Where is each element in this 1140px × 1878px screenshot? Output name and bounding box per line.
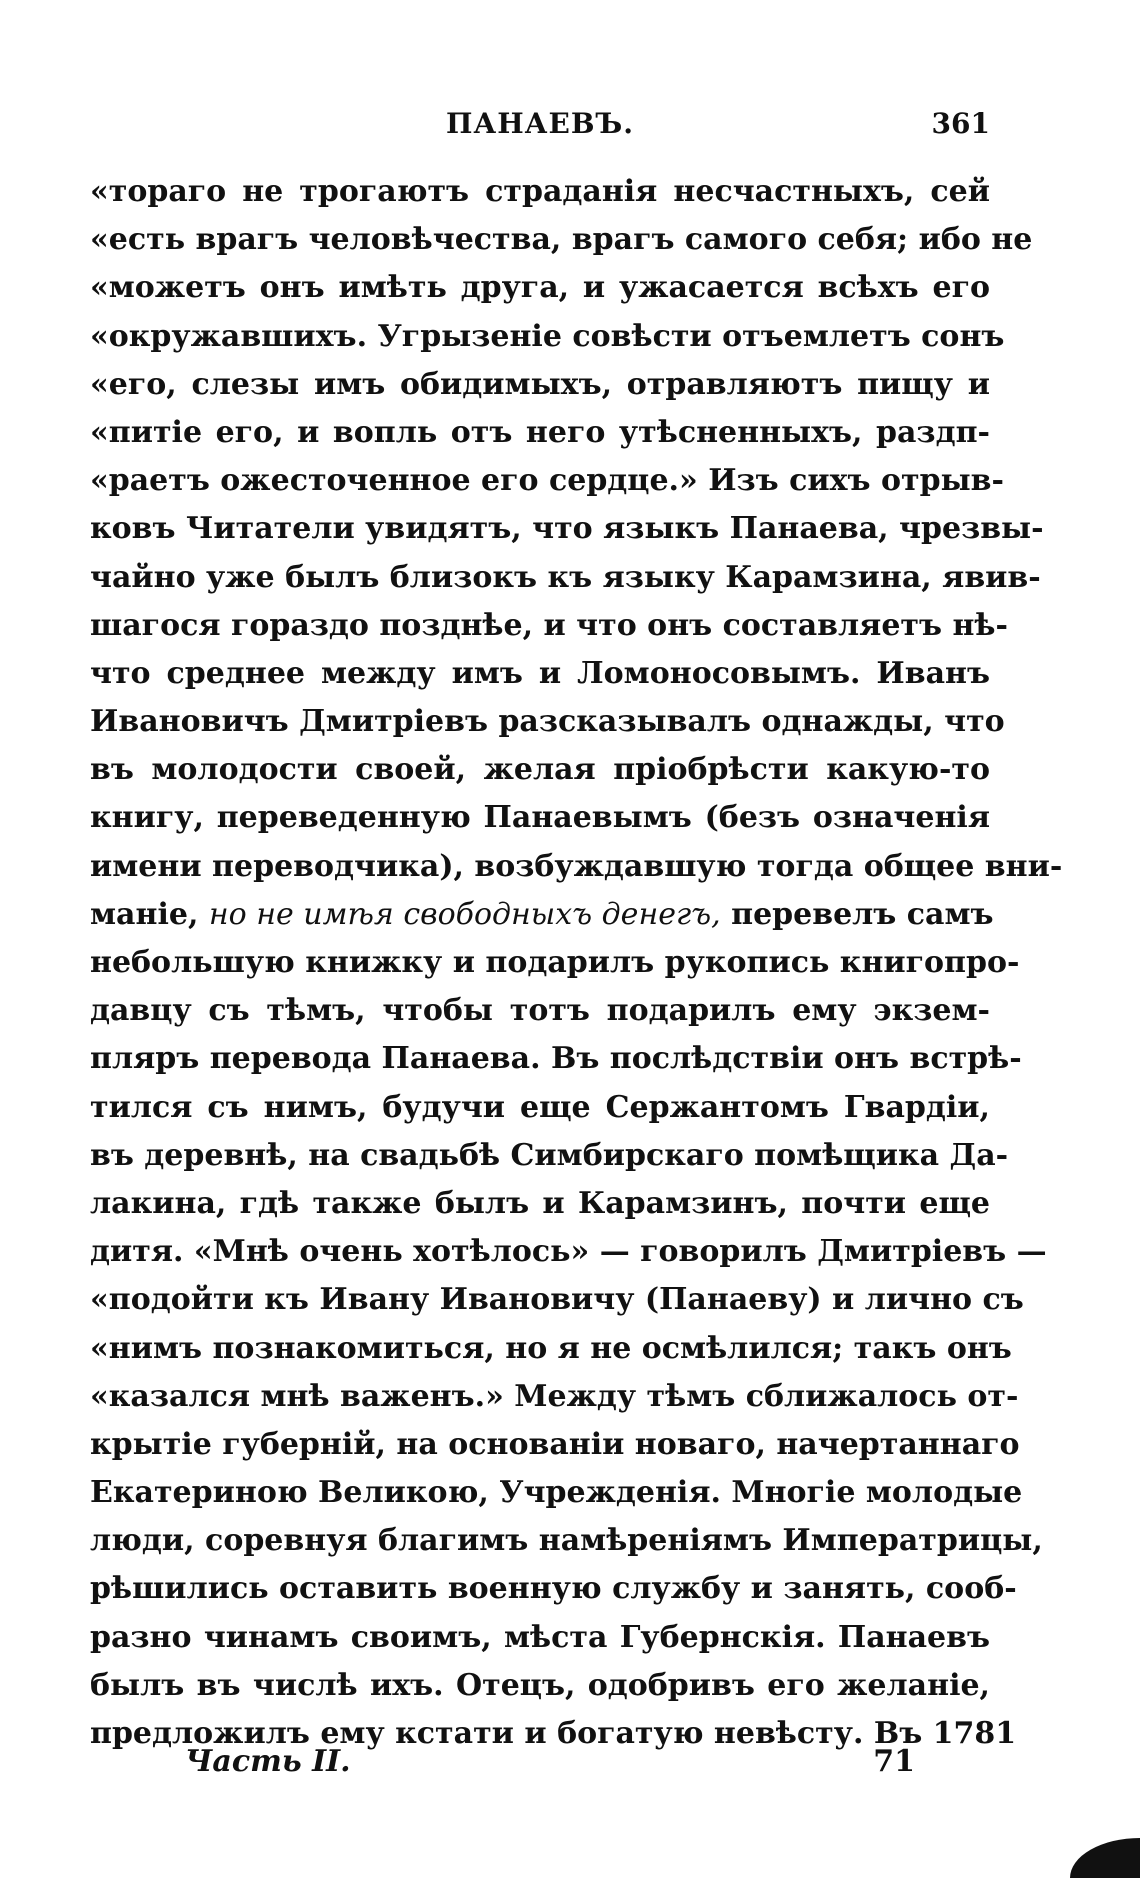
text-line: «тораго не трогаютъ страданія несчастныхъ, сей <box>90 174 990 209</box>
text-line: люди, соревнуя благимъ намѣреніямъ Императрицы, <box>90 1523 1043 1559</box>
text-line: «его, слезы имъ обидимыхъ, отравляютъ пищу и <box>90 366 990 402</box>
text-line: Ивановичъ Дмитріевъ разсказывалъ однажды, что <box>90 704 1005 740</box>
text-line: разно чинамъ своимъ, мѣста Губернскія. Панаевъ <box>90 1619 990 1655</box>
text-line: дитя. «Мнѣ очень хотѣлось» — говорилъ Дмитріевъ — <box>90 1234 1047 1270</box>
text-line: крытіе губерній, на основаніи новаго, начертаннаго <box>90 1426 1020 1462</box>
text-line: чайно уже былъ близокъ къ языку Карамзина, явив- <box>90 559 1041 595</box>
text-line: рѣшились оставить военную службу и занять, сооб- <box>90 1571 1017 1607</box>
text-line: «нимъ познакомиться, но я не осмѣлился; такъ онъ <box>90 1330 1012 1366</box>
text-line: лакина, гдѣ также былъ и Карамзинъ, почти еще <box>90 1185 990 1221</box>
text-fragment: перевелъ самъ <box>731 896 994 932</box>
text-line: предложилъ ему кстати и богатую невѣсту. Въ 1781 <box>90 1716 1017 1751</box>
text-line-mixed <box>90 891 994 939</box>
text-line: тился съ нимъ, будучи еще Сержантомъ Гвардіи, <box>90 1089 990 1125</box>
text-line: въ деревнѣ, на свадьбѣ Симбирскаго помѣщика Да- <box>90 1137 1009 1173</box>
text-line: давцу съ тѣмъ, чтобы тотъ подарилъ ему экзем- <box>90 993 990 1029</box>
page-number: 361 <box>931 107 990 140</box>
text-line: Екатериною Великою, Учрежденія. Многіе молодые <box>90 1475 1023 1511</box>
running-head <box>90 104 990 144</box>
text-line: книгу, переведенную Панаевымъ (безъ означенія <box>90 800 990 836</box>
text-line: «раетъ ожесточенное его сердце.» Изъ сихъ отрыв- <box>90 463 1004 499</box>
text-line: ковъ Читатели увидятъ, что языкъ Панаева, чрезвы- <box>90 511 1044 547</box>
scan-edge-mark <box>1070 1838 1140 1878</box>
text-line: былъ въ числѣ ихъ. Отецъ, одобривъ его желаніе, <box>90 1667 990 1703</box>
body-text <box>90 168 1063 1758</box>
text-line: «можетъ онъ имѣть друга, и ужасается всѣхъ его <box>90 270 990 306</box>
italic-phrase: но не имѣя свободныхъ денегъ, <box>208 896 721 932</box>
text-line: «подойти къ Ивану Ивановичу (Панаеву) и лично съ <box>90 1282 1024 1318</box>
signature-mark: Часть II. <box>185 1744 351 1779</box>
text-line: «казался мнѣ важенъ.» Между тѣмъ сближалось от- <box>90 1378 1019 1414</box>
text-line: «питіе его, и вопль отъ него утѣсненныхъ, раздп- <box>90 414 990 450</box>
text-line: шагося гораздо позднѣе, и что онъ составляетъ нѣ- <box>90 607 1008 643</box>
text-line: что среднее между имъ и Ломоносовымъ. Иванъ <box>90 655 990 691</box>
text-line: въ молодости своей, желая пріобрѣсти какую-то <box>90 752 990 788</box>
text-line: «окружавшихъ. Угрызеніе совѣсти отъемлетъ сонъ <box>90 318 1005 354</box>
running-title: ПАНАЕВЪ. <box>445 107 635 140</box>
text-line: пляръ перевода Панаева. Въ послѣдствіи онъ встрѣ- <box>90 1041 1022 1077</box>
text-line: имени переводчика), возбуждавшую тогда общее вни- <box>90 848 1063 884</box>
sheet-number: 71 <box>873 1744 915 1779</box>
text-line: небольшую книжку и подарилъ рукопись книгопро- <box>90 945 1020 980</box>
page-footer <box>185 1740 915 1784</box>
text-line: «есть врагъ человѣчества, врагъ самого себя; ибо не <box>90 222 1033 258</box>
text-fragment: маніе, <box>90 896 199 932</box>
